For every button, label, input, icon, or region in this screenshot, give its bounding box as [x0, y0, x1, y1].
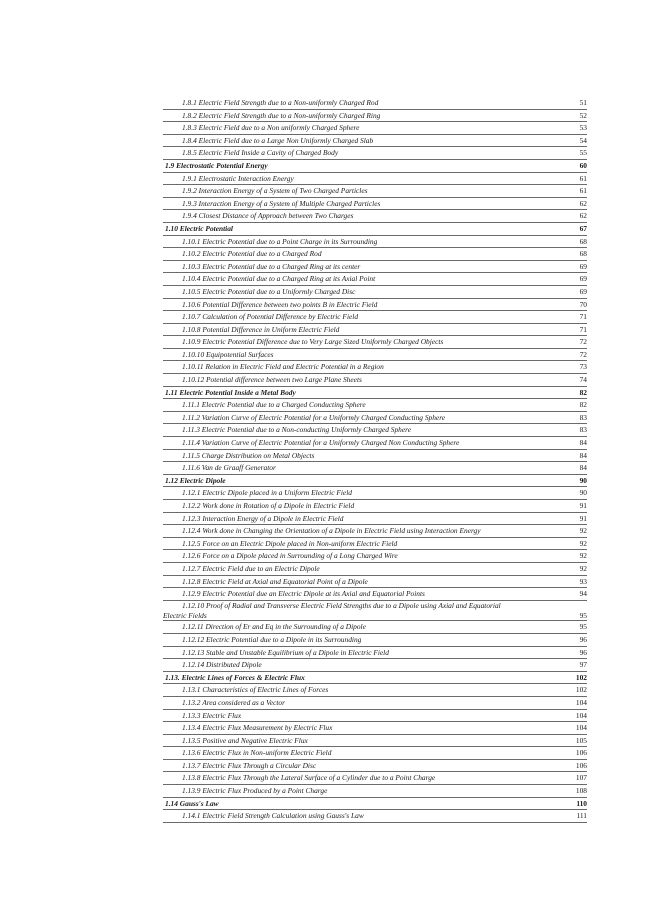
toc-page-number: 71	[579, 324, 587, 334]
toc-entry-row[interactable]	[163, 710, 587, 723]
toc-page-number: 83	[579, 412, 587, 422]
toc-page-number: 93	[579, 576, 587, 586]
toc-page-number: 84	[579, 438, 587, 448]
toc-page-number: 92	[579, 551, 587, 561]
toc-entry-row[interactable]	[163, 634, 587, 647]
toc-entry-title: 1.10.8 Potential Difference in Uniform Electric Field	[182, 324, 340, 334]
toc-entry-row[interactable]	[163, 810, 587, 823]
toc-page-number: 82	[579, 387, 587, 397]
toc-entry-row[interactable]	[163, 110, 587, 123]
toc-page-number: 62	[579, 198, 587, 208]
toc-page-number: 108	[575, 786, 587, 796]
toc-entry-title: 1.10.6 Potential Difference between two points B in Electric Field	[182, 299, 378, 309]
toc-entry-row[interactable]	[163, 311, 587, 324]
toc-entry-row[interactable]	[163, 684, 587, 697]
toc-page-number: 92	[579, 526, 587, 536]
toc-page-number: 95	[579, 610, 587, 620]
toc-entry-row[interactable]	[163, 147, 587, 160]
toc-entry-row[interactable]	[163, 236, 587, 249]
toc-entry-title: 1.12.4 Work done in Changing the Orientation of a Dipole in Electric Field using Interaction Energy	[182, 526, 481, 536]
toc-page-number: 68	[579, 249, 587, 259]
toc-entry-row[interactable]	[163, 601, 587, 622]
table-of-contents	[163, 97, 587, 823]
toc-entry-row[interactable]	[163, 349, 587, 362]
toc-page-number: 72	[579, 349, 587, 359]
toc-page-number: 96	[579, 647, 587, 657]
toc-entry-title: 1.8.4 Electric Field due to a Large Non Uniformly Charged Slab	[182, 135, 374, 145]
toc-entry-row[interactable]	[163, 525, 587, 538]
toc-entry-row[interactable]	[163, 273, 587, 286]
toc-page-number: 91	[579, 501, 587, 510]
toc-page-number: 73	[579, 362, 587, 372]
toc-entry-title: 1.11.3 Electric Potential due to a Non-conducting Uniformly Charged Sphere	[182, 425, 411, 435]
toc-entry-row[interactable]	[163, 563, 587, 576]
toc-entry-title: 1.10.5 Electric Potential due to a Uniformly Charged Disc	[182, 286, 356, 296]
toc-section-title: 1.11 Electric Potential Inside a Metal Body	[165, 387, 296, 397]
toc-entry-title: 1.10.12 Potential difference between two Large Plane Sheets	[182, 375, 362, 385]
toc-page-number: 68	[579, 236, 587, 246]
toc-entry-title: 1.12.2 Work done in Rotation of a Dipole in Electric Field	[182, 501, 355, 510]
toc-entry-title: 1.9.1 Electrostatic Interaction Energy	[182, 173, 294, 183]
toc-section-row[interactable]	[163, 672, 587, 685]
toc-entry-row[interactable]	[163, 173, 587, 186]
toc-entry-row[interactable]	[163, 785, 587, 798]
toc-entry-row[interactable]	[163, 135, 587, 148]
toc-page-number: 74	[579, 375, 587, 385]
toc-entry-title: 1.12.8 Electric Field at Axial and Equatorial Point of a Dipole	[182, 576, 368, 586]
toc-entry-title: 1.12.6 Force on a Dipole placed in Surrounding of a Long Charged Wire	[182, 551, 398, 561]
toc-page-number: 107	[575, 773, 587, 783]
toc-entry-title: 1.12.13 Stable and Unstable Equilibrium of a Dipole in Electric Field	[182, 647, 389, 657]
toc-page-number: 54	[579, 135, 587, 145]
toc-entry-title: 1.13.7 Electric Flux Through a Circular Disc	[182, 760, 317, 770]
toc-entry-title: 1.8.3 Electric Field due to a Non uniformly Charged Sphere	[182, 123, 360, 133]
toc-entry-title: 1.12.1 Electric Dipole placed in a Uniform Electric Field	[182, 488, 352, 498]
toc-section-title: 1.13. Electric Lines of Forces & Electric Flux	[165, 672, 305, 682]
toc-page-number: 105	[575, 735, 587, 745]
toc-page-number: 92	[579, 538, 587, 548]
toc-entry-row[interactable]	[163, 97, 587, 110]
toc-entry-title: 1.12.11 Direction of Er and Eq in the Surrounding of a Dipole	[182, 622, 366, 632]
toc-entry-title: 1.12.12 Electric Potential due to a Dipole in its Surrounding	[182, 634, 362, 644]
toc-entry-title: 1.13.5 Positive and Negative Electric Flux	[182, 735, 308, 745]
toc-page-number: 71	[579, 312, 587, 322]
toc-entry-title: 1.12.9 Electric Potential due an Electric Dipole at its Axial and Equatorial Points	[182, 589, 425, 599]
toc-entry-row[interactable]	[163, 198, 587, 211]
toc-entry-row[interactable]	[163, 361, 587, 374]
toc-entry-title: 1.11.6 Van de Graaff Generator	[182, 463, 276, 473]
toc-entry-title	[163, 601, 565, 621]
toc-entry-title: 1.11.2 Variation Curve of Electric Potential for a Uniformly Charged Conducting Sphere	[182, 412, 446, 422]
toc-entry-title: 1.12.5 Force on an Electric Dipole placed in Non-uniform Electric Field	[182, 538, 398, 548]
toc-entry-row[interactable]	[163, 735, 587, 748]
toc-page-number: 97	[579, 660, 587, 670]
toc-entry-title: 1.11.5 Charge Distribution on Metal Objects	[182, 450, 315, 460]
toc-entry-title: 1.13.8 Electric Flux Through the Lateral Surface of a Cylinder due to a Point Charge	[182, 773, 436, 783]
toc-section-row[interactable]	[163, 475, 587, 488]
toc-entry-title: 1.10.1 Electric Potential due to a Point Charge in its Surrounding	[182, 236, 378, 246]
toc-section-row[interactable]	[163, 798, 587, 811]
toc-page-number: 70	[579, 299, 587, 309]
toc-page-number: 60	[579, 160, 587, 170]
toc-entry-title: 1.11.1 Electric Potential due to a Charged Conducting Sphere	[182, 400, 366, 410]
toc-page-number: 96	[579, 634, 587, 644]
toc-page-number: 102	[575, 685, 587, 695]
toc-entry-title: 1.9.4 Closest Distance of Approach between Two Charges	[182, 211, 354, 221]
toc-entry-title: 1.14.1 Electric Field Strength Calculation using Gauss's Law	[182, 811, 364, 821]
toc-entry-title: 1.13.2 Area considered as a Vector	[182, 697, 285, 707]
toc-entry-title: 1.13.6 Electric Flux in Non-uniform Electric Field	[182, 748, 332, 758]
toc-entry-title: 1.10.2 Electric Potential due to a Charged Rod	[182, 249, 322, 259]
toc-entry-row[interactable]	[163, 747, 587, 760]
toc-entry-title: 1.8.2 Electric Field Strength due to a Non-uniformly Charged Ring	[182, 110, 381, 120]
toc-entry-row[interactable]	[163, 399, 587, 412]
toc-page-number: 84	[579, 463, 587, 473]
toc-page-number: 104	[575, 697, 587, 707]
toc-entry-row[interactable]	[163, 336, 587, 349]
toc-section-row[interactable]	[163, 160, 587, 173]
toc-entry-row[interactable]	[163, 550, 587, 563]
toc-page-number: 82	[579, 400, 587, 410]
toc-entry-title: 1.10.10 Equipotential Surfaces	[182, 349, 274, 359]
toc-page-number: 90	[579, 475, 587, 485]
toc-section-row[interactable]	[163, 223, 587, 236]
toc-page-number: 95	[579, 622, 587, 632]
toc-entry-title: 1.13.1 Characteristics of Electric Lines of Forces	[182, 685, 329, 695]
toc-entry-row[interactable]	[163, 412, 587, 425]
toc-page-number: 91	[579, 513, 587, 523]
toc-entry-row[interactable]	[163, 487, 587, 500]
toc-page-number: 69	[579, 274, 587, 284]
toc-page-number: 69	[579, 261, 587, 271]
toc-entry-row[interactable]	[163, 500, 587, 513]
toc-entry-title: 1.9.2 Interaction Energy of a System of Two Charged Particles	[182, 186, 368, 196]
toc-entry-row[interactable]	[163, 374, 587, 387]
toc-page-number: 104	[575, 710, 587, 720]
toc-entry-row[interactable]	[163, 772, 587, 785]
toc-entry-title: 1.10.11 Relation in Electric Field and Electric Potential in a Region	[182, 362, 384, 372]
toc-entry-title-continuation: Electric Fields	[163, 610, 207, 620]
toc-page-number: 83	[579, 425, 587, 435]
toc-entry-title: 1.8.1 Electric Field Strength due to a Non-uniformly Charged Rod	[182, 98, 379, 107]
toc-page-number: 61	[579, 186, 587, 196]
toc-entry-row[interactable]	[163, 647, 587, 660]
toc-page-number: 69	[579, 286, 587, 296]
toc-page-number: 106	[575, 760, 587, 770]
toc-entry-row[interactable]	[163, 722, 587, 735]
toc-entry-row[interactable]	[163, 248, 587, 261]
toc-entry-row[interactable]	[163, 324, 587, 337]
toc-page-number: 67	[579, 223, 587, 233]
toc-page-number: 84	[579, 450, 587, 460]
toc-entry-title: 1.12.3 Interaction Energy of a Dipole in Electric Field	[182, 513, 344, 523]
toc-entry-row[interactable]	[163, 286, 587, 299]
toc-page-number: 111	[576, 811, 587, 821]
toc-entry-row[interactable]	[163, 261, 587, 274]
toc-page-number: 104	[575, 723, 587, 733]
toc-entry-title: 1.12.7 Electric Field due to an Electric Dipole	[182, 563, 320, 573]
toc-entry-title: 1.10.7 Calculation of Potential Difference by Electric Field	[182, 312, 359, 322]
toc-page-number: 106	[575, 748, 587, 758]
toc-entry-row[interactable]	[163, 659, 587, 672]
toc-page-number: 92	[579, 563, 587, 573]
toc-page-number: 94	[579, 589, 587, 599]
toc-section-title: 1.9 Electrostatic Potential Energy	[165, 160, 268, 170]
toc-entry-title: 1.8.5 Electric Field Inside a Cavity of Charged Body	[182, 148, 339, 158]
toc-page-number: 53	[579, 123, 587, 133]
toc-entry-row[interactable]	[163, 588, 587, 601]
toc-entry-row[interactable]	[163, 299, 587, 312]
toc-page-number: 72	[579, 337, 587, 347]
toc-entry-row[interactable]	[163, 424, 587, 437]
toc-section-title: 1.14 Gauss's Law	[165, 798, 219, 808]
toc-entry-row[interactable]	[163, 210, 587, 223]
toc-entry-row[interactable]	[163, 437, 587, 450]
toc-entry-row[interactable]	[163, 760, 587, 773]
toc-page-number: 51	[579, 98, 587, 107]
toc-page-number: 62	[579, 211, 587, 221]
toc-entry-title: 1.10.3 Electric Potential due to a Charged Ring at its center	[182, 261, 361, 271]
toc-entry-row[interactable]	[163, 697, 587, 710]
toc-entry-title: 1.9.3 Interaction Energy of a System of Multiple Charged Particles	[182, 198, 381, 208]
toc-entry-title: 1.11.4 Variation Curve of Electric Potential for a Uniformly Charged Non Conducting Sphere	[182, 438, 460, 448]
toc-page-number: 61	[579, 173, 587, 183]
toc-entry-row[interactable]	[163, 621, 587, 634]
toc-section-row[interactable]	[163, 387, 587, 400]
toc-entry-row[interactable]	[163, 450, 587, 463]
toc-entry-row[interactable]	[163, 185, 587, 198]
toc-entry-title: 1.10.4 Electric Potential due to a Charged Ring at its Axial Point	[182, 274, 376, 284]
toc-entry-row[interactable]	[163, 122, 587, 135]
toc-entry-title: 1.10.9 Electric Potential Difference due to Very Large Sized Uniformly Charged Objects	[182, 337, 444, 347]
toc-entry-row[interactable]	[163, 576, 587, 589]
toc-page-number: 110	[576, 798, 587, 808]
toc-entry-title: 1.13.9 Electric Flux Produced by a Point Charge	[182, 786, 328, 796]
toc-page-number: 102	[575, 672, 587, 682]
toc-entry-title: 1.13.4 Electric Flux Measurement by Electric Flux	[182, 723, 333, 733]
toc-page-number: 52	[579, 110, 587, 120]
toc-entry-row[interactable]	[163, 538, 587, 551]
toc-page-number: 90	[579, 488, 587, 498]
toc-section-title: 1.10 Electric Potential	[165, 223, 233, 233]
toc-entry-title: 1.13.3 Electric Flux	[182, 710, 242, 720]
toc-entry-title: 1.12.14 Distributed Dipole	[182, 660, 262, 670]
toc-section-title: 1.12 Electric Dipole	[165, 475, 226, 485]
toc-entry-row[interactable]	[163, 462, 587, 475]
toc-entry-title-line: 1.12.10 Proof of Radial and Transverse Electric Field Strengths due to a Dipole using Axial and Equatorial	[182, 600, 501, 610]
toc-entry-row[interactable]	[163, 513, 587, 526]
toc-page-number: 55	[579, 148, 587, 158]
